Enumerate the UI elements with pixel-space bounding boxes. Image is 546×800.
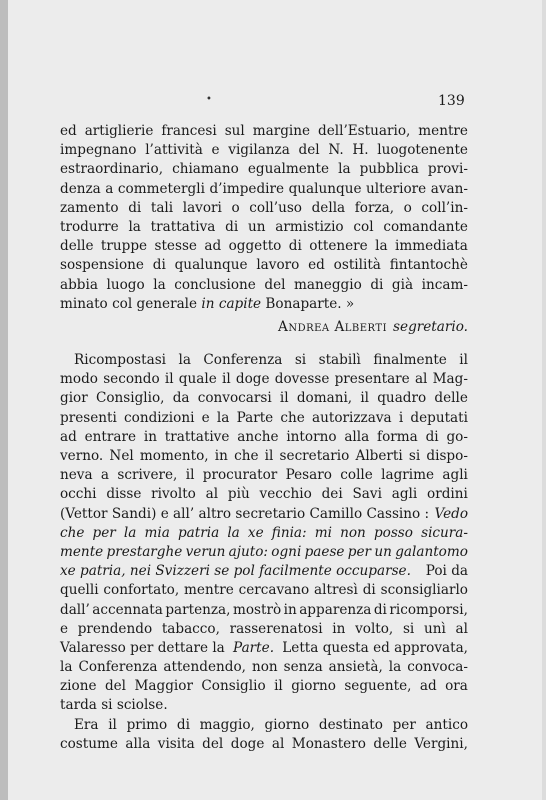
signature-name: Andrea Alberti	[278, 318, 388, 335]
text-line: ed artiglierie francesi sul margine dell’Estuario, mentre	[60, 123, 468, 139]
text-line: (Vettor Sandi) e all’ altro secretario Camillo Cassino : Vedo	[60, 505, 468, 522]
page-number: 139	[438, 93, 465, 109]
text-line: denza a commetergli d’impedire qualunque ulteriore avan-	[60, 180, 468, 197]
text-line: trodurre la trattativa di un armistizio col comandante	[60, 218, 468, 235]
text-line: modo secondo il quale il doge dovesse presentare al Mag-	[60, 371, 468, 388]
text-line: mente prestarghe verun ajuto: ogni paese per un galantomo	[60, 543, 468, 560]
text-line: impegnano l’attività e vigilanza del N. H. luogotenente	[60, 142, 468, 159]
page-edge-shadow	[0, 0, 8, 800]
text-line: zamento di tali lavori o coll’uso della forza, o coll’in-	[60, 199, 468, 216]
text-line: ad entrare in trattative anche intorno alla forma di go-	[60, 428, 468, 445]
text-line: Valaresso per dettare la Parte. Letta questa ed approvata,	[60, 639, 468, 656]
text-line: la Conferenza attendendo, non senza ansietà, la convoca-	[60, 659, 468, 676]
text-line: e prendendo tabacco, rasserenatosi in volto, si unì al	[60, 620, 468, 637]
text-line: verno. Nel momento, in che il secretario Alberti si dispo-	[60, 448, 468, 464]
signature-title: segretario.	[393, 318, 468, 335]
text-line: abbia luogo la conclusione del maneggio di già incam-	[60, 276, 468, 293]
text-line: estraordinario, chiamano egualmente la pubblica provi-	[60, 161, 468, 178]
book-page	[8, 0, 542, 800]
signature	[60, 318, 468, 337]
text-line: minato col generale in capite Bonaparte. »	[60, 295, 355, 312]
page-body	[60, 122, 468, 754]
text-line: costume alla visita del doge al Monastero delle Vergini,	[60, 735, 468, 752]
text-line: tarda si sciolse.	[60, 697, 168, 714]
text-line: zione del Maggior Consiglio il giorno seguente, ad ora	[60, 678, 468, 695]
text-line: Ricompostasi la Conferenza si stabilì finalmente il	[74, 352, 468, 369]
text-line: Era il primo di maggio, giorno destinato per antico	[74, 716, 468, 733]
text-line: gior Consiglio, da convocarsi il domani, il quadro delle	[60, 390, 468, 407]
text-line: dall’ accennata partenza, mostrò in apparenza di ricomporsi,	[60, 601, 468, 618]
text-line: presenti condizioni e la Parte che autorizzava i deputati	[60, 409, 468, 426]
text-line: delle truppe stesse ad oggetto di ottenere la immediata	[60, 238, 468, 255]
text-line: occhi disse rivolto al più vecchio dei Savi agli ordini	[60, 486, 468, 503]
text-line: quelli confortato, mentre cercavano altresì di sconsigliarlo	[60, 582, 468, 599]
text-line: xe patria, nei Svizzeri se pol facilmente occuparse. Poi da	[60, 563, 468, 580]
text-line: neva a scrivere, il procurator Pesaro colle lagrime agli	[60, 467, 468, 484]
text-line: sospensione di qualunque lavoro ed ostilità fintantochè	[60, 257, 468, 274]
printer-mark: •	[206, 94, 212, 105]
text-line: che per la mia patria la xe finia: mi non posso sicura-	[60, 524, 468, 541]
